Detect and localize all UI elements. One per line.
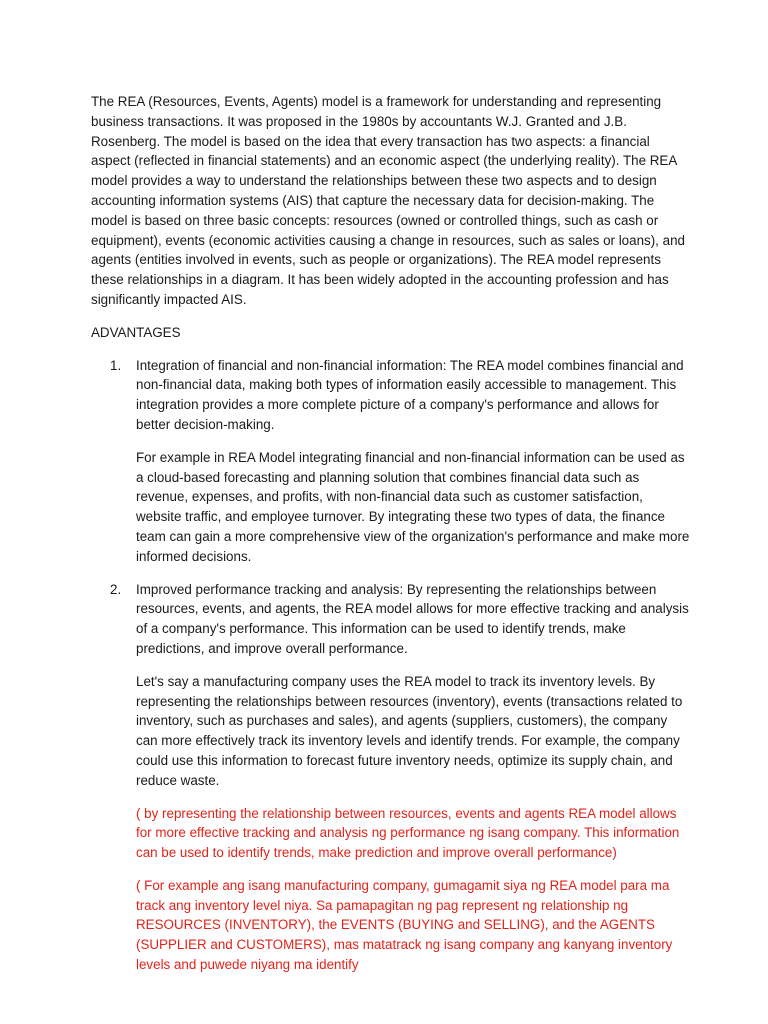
document-body: [91, 92, 691, 988]
advantages-list: [91, 356, 691, 975]
list-item-example: For example in REA Model integrating financial and non-financial information can be used as a cloud-based forecasting and planning solution that combines financial data such as revenue, expenses, and profits, with non-financial data such as customer satisfaction, website traffic, and employee turnover. By integrating these two types of data, the finance team can gain a more comprehensive view of the organization's performance and make more informed decisions.: [136, 449, 690, 564]
list-item-number: 1.: [110, 357, 122, 373]
list-item-number: 2.: [110, 581, 122, 597]
list-item-example: Let's say a manufacturing company uses the REA model to track its inventory levels. By representing the relationships between resources (inventory), events (transactions related to inventory, such as purchases and sales), and agents (suppliers, customers), the company can more effectively track its inventory levels and identify trends. For example, the company could use this information to forecast future inventory needs, optimize its supply chain, and reduce waste.: [136, 673, 683, 788]
intro-paragraph: The REA (Resources, Events, Agents) model is a framework for understanding and representing business transactions. It was proposed in the 1980s by accountants W.J. Granted and J.B. Rosenberg. The model is based on the idea that every transaction has two aspects: a financial aspect (reflected in financial statements) and an economic aspect (the underlying reality). The REA model provides a way to understand the relationships between these two aspects and to design accounting information systems (AIS) that capture the necessary data for decision-making. The model is based on three basic concepts: resources (owned or controlled things, such as cash or equipment), events (economic activities causing a change in resources, such as sales or loans), and agents (entities involved in events, such as people or organizations). The REA model represents these relationships in a diagram. It has been widely adopted in the accounting profession and has significantly impacted AIS.: [91, 94, 685, 307]
advantages-heading: ADVANTAGES: [91, 324, 181, 340]
translation-note: ( by representing the relationship between resources, events and agents REA model allows for more effective tracking and analysis ng performance ng isang company. This information can be used to identify trends, make prediction and improve overall performance): [136, 805, 680, 861]
list-item: [91, 580, 691, 975]
list-item-text: Improved performance tracking and analysis: By representing the relationships between resources, events, and agents, the REA model allows for more effective tracking and analysis of a company's performance. This information can be used to identify trends, make predictions, and improve overall performance.: [136, 581, 689, 656]
list-item-text: Integration of financial and non-financial information: The REA model combines financial and non-financial data, making both types of information easily accessible to management. This integration provides a more complete picture of a company's performance and allows for better decision-making.: [136, 357, 684, 432]
list-item: [91, 356, 691, 567]
translation-note: ( For example ang isang manufacturing company, gumagamit siya ng REA model para ma track ang inventory level niya. Sa pamapagitan ng pag represent ng relationship ng RESOURCES (INVENTORY), the EVENTS (BUYING and SELLING), and the AGENTS (SUPPLIER and CUSTOMERS), mas matatrack ng isang company ang kanyang inventory levels and puwede niyang ma identify: [136, 877, 673, 973]
